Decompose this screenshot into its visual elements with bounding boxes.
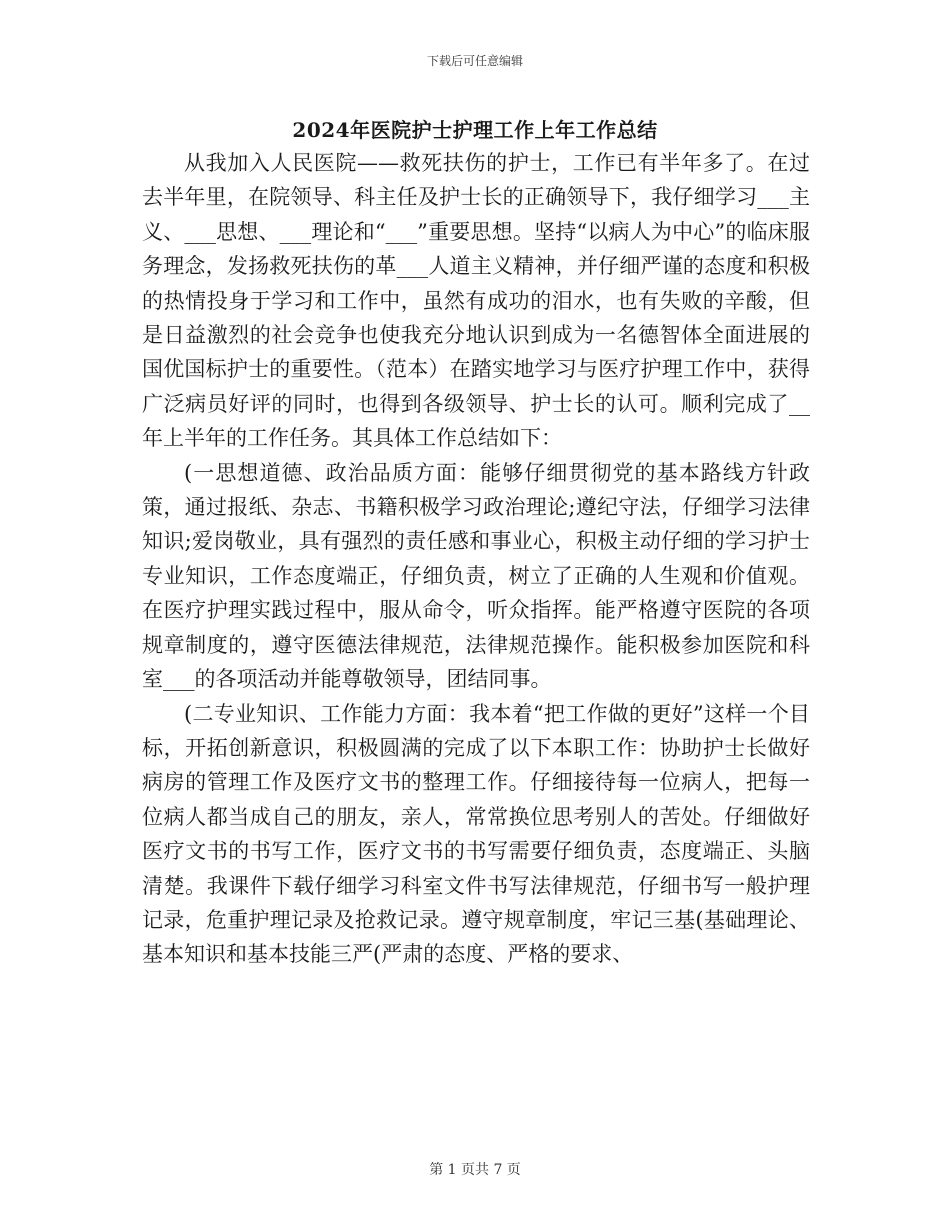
paragraph-ideology: (一思想道德、政治品质方面：能够仔细贯彻党的基本路线方针政策，通过报纸、杂志、书籍积极学习政治理论;遵纪守法，仔细学习法律知识;爱岗敬业，具有强烈的责任感和事业心，积极主动仔细的学习护士专业知识，工作态度端正，仔细负责，树立了正确的人生观和价值观。在医疗护理实践过程中，服从命令，听众指挥。能严格遵守医院的各项规章制度的，遵守医德法律规范，法律规范操作。能积极参加医院和科室___的各项活动并能尊敬领导，团结同事。 bbox=[142, 460, 810, 692]
page-number: 第 1 页共 7 页 bbox=[429, 1162, 521, 1178]
page-header: 下载后可任意编辑 bbox=[426, 54, 523, 68]
document-title: 2024年医院护士护理工作上年工作总结 bbox=[292, 118, 658, 142]
document-body bbox=[142, 146, 810, 972]
paragraph-professional: (二专业知识、工作能力方面：我本着“把工作做的更好”这样一个目标，开拓创新意识，积极圆满的完成了以下本职工作：协助护士长做好病房的管理工作及医疗文书的整理工作。仔细接待每一位病人，把每一位病人都当成自己的朋友，亲人，常常换位思考别人的苦处。仔细做好医疗文书的书写工作，医疗文书的书写需要仔细负责，态度端正、头脑清楚。我课件下载仔细学习科室文件书写法律规范，仔细书写一般护理记录，危重护理记录及抢救记录。遵守规章制度，牢记三基(基础理论、基本知识和基本技能三严(严肃的态度、严格的要求、 bbox=[142, 701, 810, 967]
paragraph-intro: 从我加入人民医院——救死扶伤的护士，工作已有半年多了。在过去半年里，在院领导、科主任及护士长的正确领导下，我仔细学习___主义、___思想、___理论和“___”重要思想。坚持“以病人为中心”的临床服务理念，发扬救死扶伤的革___人道主义精神，并仔细严谨的态度和积极的热情投身于学习和工作中，虽然有成功的泪水，也有失败的辛酸，但是日益激烈的社会竞争也使我充分地认识到成为一名德智体全面进展的国优国标护士的重要性。（范本）在踏实地学习与医疗护理工作中，获得广泛病员好评的同时，也得到各级领导、护士长的认可。顺利完成了__年上半年的工作任务。其具体工作总结如下： bbox=[142, 151, 810, 451]
